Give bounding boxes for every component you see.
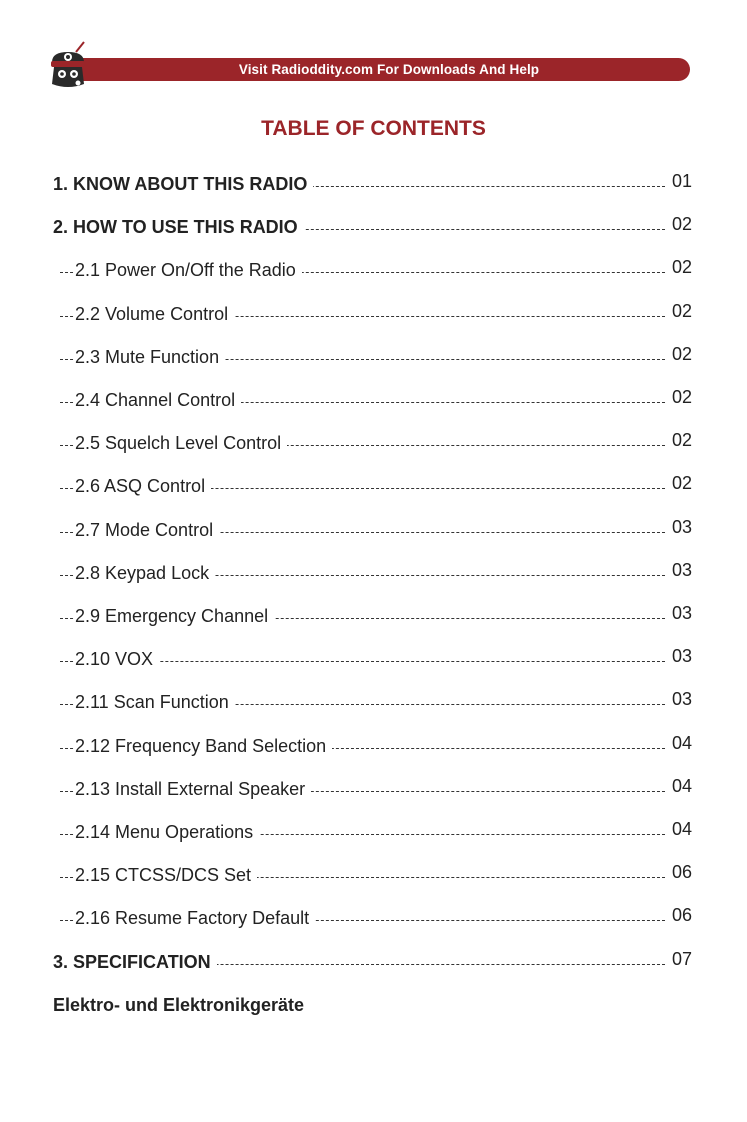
toc-entry-label: 2.1 Power On/Off the Radio bbox=[75, 258, 302, 282]
toc-page-number: 04 bbox=[672, 733, 693, 753]
page-header bbox=[48, 40, 692, 90]
radio-robot-logo-icon bbox=[48, 40, 94, 90]
toc-page-number: 02 bbox=[672, 214, 693, 234]
toc-entry[interactable] bbox=[0, 690, 747, 714]
toc-entry[interactable] bbox=[0, 302, 747, 326]
toc-entry-label: 2.13 Install External Speaker bbox=[75, 777, 311, 801]
toc-page-number: 03 bbox=[672, 689, 693, 709]
toc-entry[interactable] bbox=[0, 863, 747, 887]
toc-entry-label: 2.2 Volume Control bbox=[75, 302, 234, 326]
toc-entry[interactable] bbox=[0, 258, 747, 282]
toc-page-number: 03 bbox=[672, 517, 693, 537]
toc-entry[interactable] bbox=[0, 215, 747, 239]
toc-entry[interactable] bbox=[0, 906, 747, 930]
header-banner[interactable] bbox=[78, 58, 690, 81]
page-title: TABLE OF CONTENTS bbox=[261, 117, 486, 140]
toc-entry-label: 2.15 CTCSS/DCS Set bbox=[75, 863, 257, 887]
toc-entry[interactable] bbox=[0, 561, 747, 585]
toc-entry-label: 2.8 Keypad Lock bbox=[75, 561, 215, 585]
toc-entry-label: 2.7 Mode Control bbox=[75, 518, 219, 542]
toc-entry[interactable] bbox=[0, 647, 747, 671]
toc-page-number: 02 bbox=[672, 257, 693, 277]
toc-entry[interactable] bbox=[0, 431, 747, 455]
toc-entry-label: 2.10 VOX bbox=[75, 647, 159, 671]
toc-entry[interactable] bbox=[0, 388, 747, 412]
toc-entry-label: 2.6 ASQ Control bbox=[75, 474, 211, 498]
toc-entry-label: 3. SPECIFICATION bbox=[53, 950, 217, 974]
toc-entry[interactable] bbox=[0, 474, 747, 498]
toc-entry-label: 2.9 Emergency Channel bbox=[75, 604, 274, 628]
toc-entry-label: 2.12 Frequency Band Selection bbox=[75, 734, 332, 758]
toc-page-number: 04 bbox=[672, 776, 693, 796]
toc-entry[interactable] bbox=[0, 950, 747, 974]
toc-entry-label: 2.14 Menu Operations bbox=[75, 820, 259, 844]
toc-entry[interactable] bbox=[0, 345, 747, 369]
toc-entry-label: 2.16 Resume Factory Default bbox=[75, 906, 315, 930]
toc-page-number: 01 bbox=[672, 171, 693, 191]
toc-entry-label: 2.3 Mute Function bbox=[75, 345, 225, 369]
toc-page-number: 03 bbox=[672, 603, 693, 623]
toc-entry-label: 2.4 Channel Control bbox=[75, 388, 241, 412]
toc-entry[interactable] bbox=[0, 734, 747, 758]
toc-entry[interactable] bbox=[0, 777, 747, 801]
toc-entry[interactable] bbox=[0, 820, 747, 844]
toc-page-number: 06 bbox=[672, 862, 693, 882]
toc-entry[interactable] bbox=[0, 518, 747, 542]
toc-entry-label: 2.11 Scan Function bbox=[75, 690, 235, 714]
toc-entry[interactable] bbox=[0, 604, 747, 628]
toc-page-number: 02 bbox=[672, 344, 693, 364]
toc-page-number: 02 bbox=[672, 301, 693, 321]
toc-page-number: 03 bbox=[672, 560, 693, 580]
footer-section-label: Elektro- und Elektronikgeräte bbox=[53, 995, 305, 1015]
toc-entry-label: 2.5 Squelch Level Control bbox=[75, 431, 287, 455]
toc-page-number: 07 bbox=[672, 949, 693, 969]
toc-page-number: 02 bbox=[672, 430, 693, 450]
toc-page-number: 03 bbox=[672, 646, 693, 666]
toc-page-number: 04 bbox=[672, 819, 693, 839]
toc-entry-label: 2. HOW TO USE THIS RADIO bbox=[53, 215, 304, 239]
banner-text: Visit Radioddity.com For Downloads And Help bbox=[238, 62, 540, 77]
toc-entry[interactable] bbox=[0, 172, 747, 196]
toc-page-number: 02 bbox=[672, 473, 693, 493]
toc-page-number: 02 bbox=[672, 387, 693, 407]
toc-entry-label: 1. KNOW ABOUT THIS RADIO bbox=[53, 172, 313, 196]
toc-page-number: 06 bbox=[672, 905, 693, 925]
